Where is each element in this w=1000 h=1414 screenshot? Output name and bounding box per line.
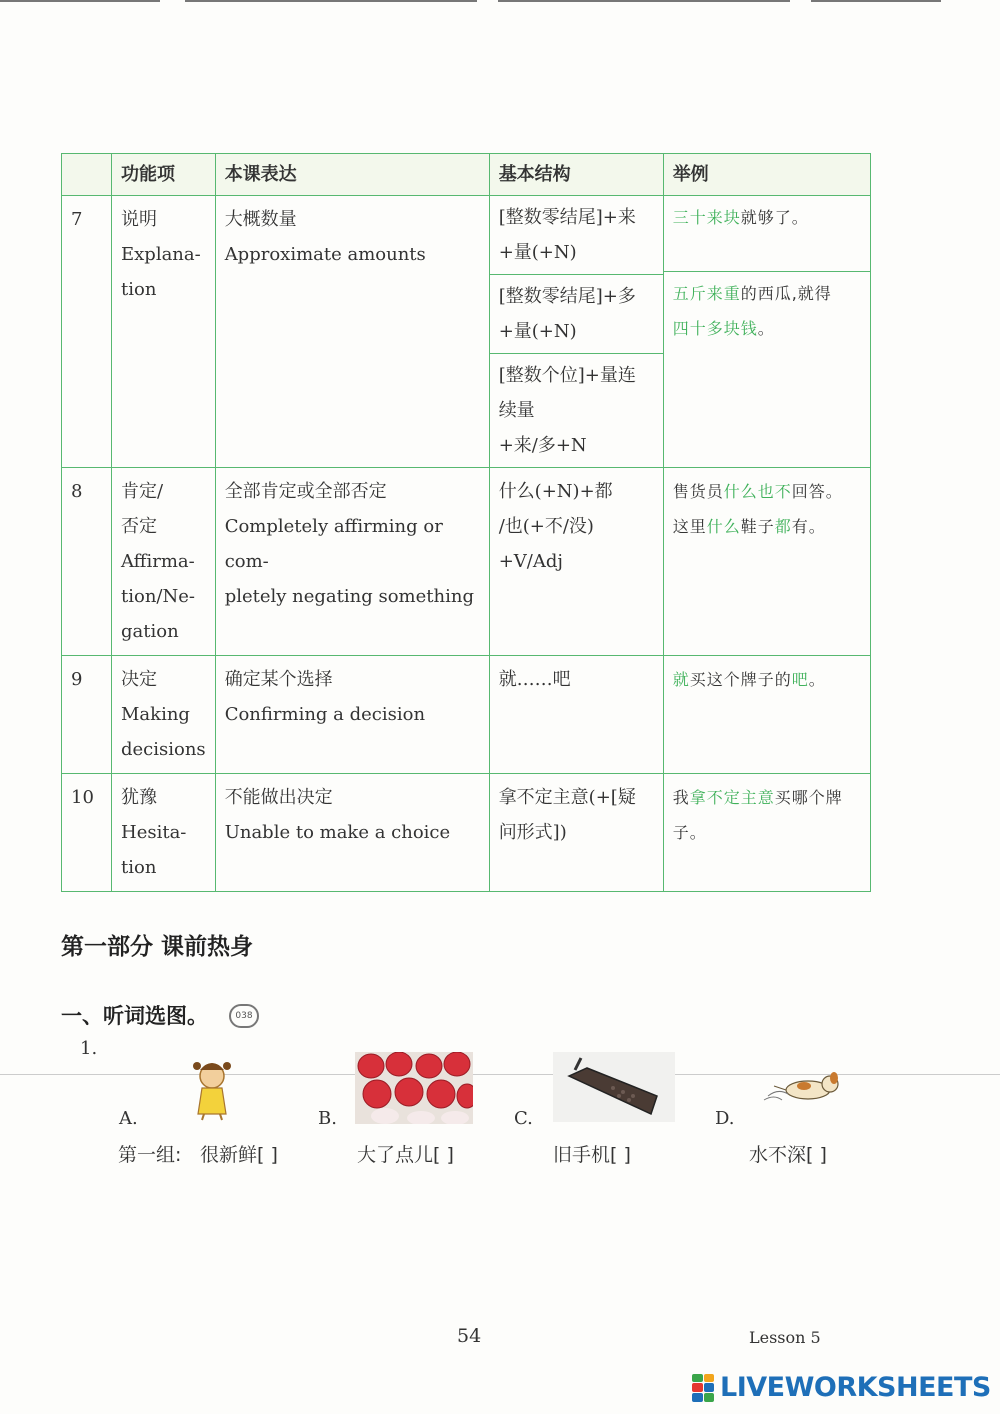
example-seg: 。 — [757, 319, 775, 338]
example-seg: 什么 — [706, 517, 741, 536]
dog-picture[interactable] — [760, 1068, 856, 1108]
audio-play-icon[interactable] — [229, 1004, 259, 1028]
example-seg: 什么也不 — [723, 482, 792, 501]
example-seg: 三十来块 — [672, 208, 741, 227]
expression-en: Unable to make a choice — [224, 822, 451, 843]
example-seg: 吧 — [791, 670, 809, 689]
example-seg: 。 — [808, 670, 826, 689]
liveworksheets-logo — [692, 1372, 991, 1403]
function-zh: 肯定/ — [121, 481, 164, 502]
function-en: Hesita- — [121, 822, 187, 843]
expression-cell — [215, 196, 489, 468]
group-label: 第一组: — [118, 1144, 182, 1166]
expression-en: Confirming a decision — [224, 704, 426, 725]
example-cell — [663, 468, 870, 656]
structure-line: +来/多+N — [498, 435, 587, 456]
structure-line: 拿不定主意(+[疑 — [498, 787, 636, 808]
structure-line: +量(+N) — [498, 242, 577, 263]
grammar-table — [61, 153, 871, 892]
example-seg: 这里 — [672, 517, 707, 536]
expression-cell — [215, 656, 489, 774]
function-en: Making — [121, 704, 190, 725]
expression-zh: 不能做出决定 — [224, 787, 333, 808]
lesson-label: Lesson 5 — [749, 1328, 821, 1347]
function-en: gation — [121, 621, 179, 642]
word-option[interactable]: 水不深[ ] — [749, 1144, 827, 1166]
liveworksheets-icon — [692, 1374, 714, 1402]
row-number: 10 — [62, 774, 112, 892]
question-title: 一、听词选图。 — [61, 1003, 208, 1028]
example-seg: 就 — [672, 670, 690, 689]
header-cell: 基本结构 — [489, 154, 663, 196]
function-en: tion — [121, 279, 157, 300]
function-zh: 犹豫 — [121, 787, 157, 808]
structure-part — [490, 354, 663, 467]
structure-part — [490, 275, 663, 354]
structure-line: +量(+N) — [498, 321, 577, 342]
header-cell: 本课表达 — [215, 154, 489, 196]
option-label-a: A. — [119, 1108, 138, 1129]
function-en: Affirma- — [121, 551, 195, 572]
example-line — [673, 662, 861, 697]
expression-en: Completely affirming or com- — [224, 516, 443, 572]
audio-id: 038 — [235, 1011, 253, 1021]
function-en: tion/Ne- — [121, 586, 195, 607]
expression-zh: 确定某个选择 — [224, 669, 333, 690]
structure-line: /也(+不/没) — [498, 516, 594, 537]
expression-cell — [215, 774, 489, 892]
example-line — [673, 780, 861, 850]
page-number: 54 — [457, 1325, 482, 1347]
example-seg: 买哪个牌子。 — [672, 788, 843, 842]
function-en: decisions — [121, 739, 206, 760]
option-label-c: C. — [514, 1108, 533, 1129]
word-option[interactable]: 大了点儿[ ] — [357, 1144, 454, 1166]
example-seg: 拿不定主意 — [689, 788, 775, 807]
structure-line: +V/Adj — [498, 551, 563, 572]
expression-zh: 全部肯定或全部否定 — [224, 481, 387, 502]
structure-line: 什么(+N)+都 — [498, 481, 613, 502]
row-number: 8 — [62, 468, 112, 656]
row-number: 7 — [62, 196, 112, 468]
expression-cell — [215, 468, 489, 656]
example-seg: 回答。 — [791, 482, 843, 501]
example-seg: 都 — [774, 517, 792, 536]
expression-en: pletely negating something — [224, 586, 474, 607]
example-cell — [663, 774, 870, 892]
example-cell — [663, 656, 870, 774]
structure-cell — [489, 468, 663, 656]
function-zh: 否定 — [121, 516, 157, 537]
old-phone-picture[interactable] — [553, 1052, 675, 1122]
word-option[interactable]: 很新鲜[ ] — [200, 1144, 278, 1166]
row-number: 9 — [62, 656, 112, 774]
example-seg: 五斤来重 — [672, 284, 741, 303]
function-cell — [112, 468, 216, 656]
function-zh: 说明 — [121, 209, 157, 230]
function-cell — [112, 196, 216, 468]
example-part — [664, 196, 870, 272]
structure-line: 问形式]) — [498, 822, 567, 843]
structure-part — [490, 196, 663, 275]
expression-zh: 大概数量 — [224, 209, 297, 230]
function-en: tion — [121, 857, 157, 878]
brand-name: LIVEWORKSHEETS — [720, 1372, 991, 1403]
example-seg: 有。 — [791, 517, 826, 536]
example-seg: 买这个牌子的 — [689, 670, 792, 689]
function-zh: 决定 — [121, 669, 157, 690]
example-seg: 的西瓜,就得 — [740, 284, 832, 303]
structure-cell — [489, 774, 663, 892]
structure-line: [整数零结尾]+来 — [498, 207, 636, 228]
example-seg: 我 — [672, 788, 690, 807]
expression-en: Approximate amounts — [224, 244, 426, 265]
question-number: 1. — [80, 1038, 98, 1059]
structure-line: [整数个位]+量连续量 — [498, 365, 636, 421]
header-cell: 举例 — [663, 154, 870, 196]
girl-picture[interactable] — [186, 1054, 238, 1122]
table-row — [62, 468, 871, 656]
table-row — [62, 196, 871, 468]
example-cell — [663, 196, 870, 468]
function-cell — [112, 774, 216, 892]
option-label-b: B. — [318, 1108, 337, 1129]
table-row — [62, 774, 871, 892]
function-en: Explana- — [121, 244, 201, 265]
structure-cell — [489, 656, 663, 774]
option-label-d: D. — [715, 1108, 735, 1129]
table-header-row — [62, 154, 871, 196]
example-part — [664, 272, 870, 350]
header-cell — [62, 154, 112, 196]
structure-line: [整数零结尾]+多 — [498, 286, 636, 307]
example-line — [673, 474, 861, 509]
strawberries-picture[interactable] — [355, 1052, 473, 1124]
word-option[interactable]: 旧手机[ ] — [553, 1144, 631, 1166]
example-seg: 就够了。 — [740, 208, 809, 227]
table-row — [62, 656, 871, 774]
example-line — [673, 509, 861, 544]
structure-cell — [489, 196, 663, 468]
structure-line: 就……吧 — [498, 669, 571, 690]
header-cell: 功能项 — [112, 154, 216, 196]
section-title: 第一部分 课前热身 — [61, 933, 254, 960]
function-cell — [112, 656, 216, 774]
example-seg: 售货员 — [672, 482, 724, 501]
example-seg: 四十多块钱 — [672, 319, 758, 338]
example-seg: 鞋子 — [740, 517, 775, 536]
